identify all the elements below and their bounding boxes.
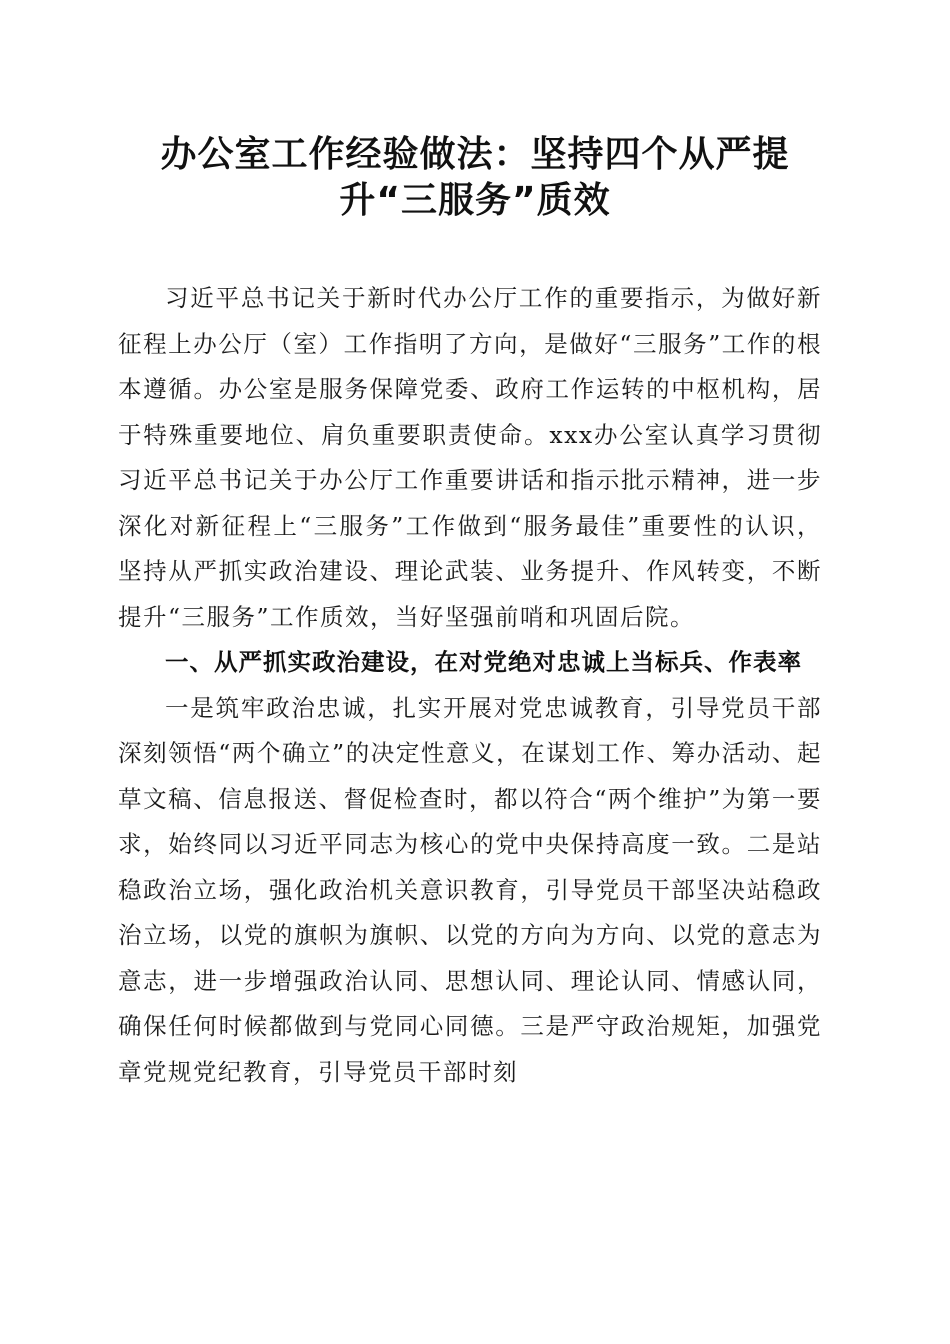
intro-paragraph: 习近平总书记关于新时代办公厅工作的重要指示，为做好新征程上办公厅（室）工作指明了方向，是做好“三服务”工作的根本遵循。办公室是服务保障党委、政府工作运转的中枢机构，居于特殊重要地位、肩负重要职责使命。xxx办公室认真学习贯彻习近平总书记关于办公厅工作重要讲话和指示批示精神，进一步深化对新征程上“三服务”工作做到“服务最佳”重要性的认识，坚持从严抓实政治建设、理论武装、业务提升、作风转变，不断提升“三服务”工作质效，当好坚强前哨和巩固后院。	[118, 284, 822, 631]
section-paragraph: 一是筑牢政治忠诚，扎实开展对党忠诚教育，引导党员干部深刻领悟“两个确立”的决定性意义，在谋划工作、筹办活动、起草文稿、信息报送、督促检查时，都以符合“两个维护”为第一要求，始终同以习近平同志为核心的党中央保持高度一致。二是站稳政治立场，强化政治机关意识教育，引导党员干部坚决站稳政治立场，以党的旗帜为旗帜、以党的方向为方向、以党的意志为意志，进一步增强政治认同、思想认同、理论认同、情感认同，确保任何时候都做到与党同心同德。三是严守政治规矩，加强党章党规党纪教育，引导党员干部时刻	[118, 693, 822, 1086]
section-heading: 一、从严抓实政治建设，在对党绝对忠诚上当标兵、作表率	[165, 648, 802, 676]
document-body	[118, 276, 822, 1095]
document-title: 办公室工作经验做法：坚持四个从严提升“三服务”质效	[160, 134, 790, 221]
